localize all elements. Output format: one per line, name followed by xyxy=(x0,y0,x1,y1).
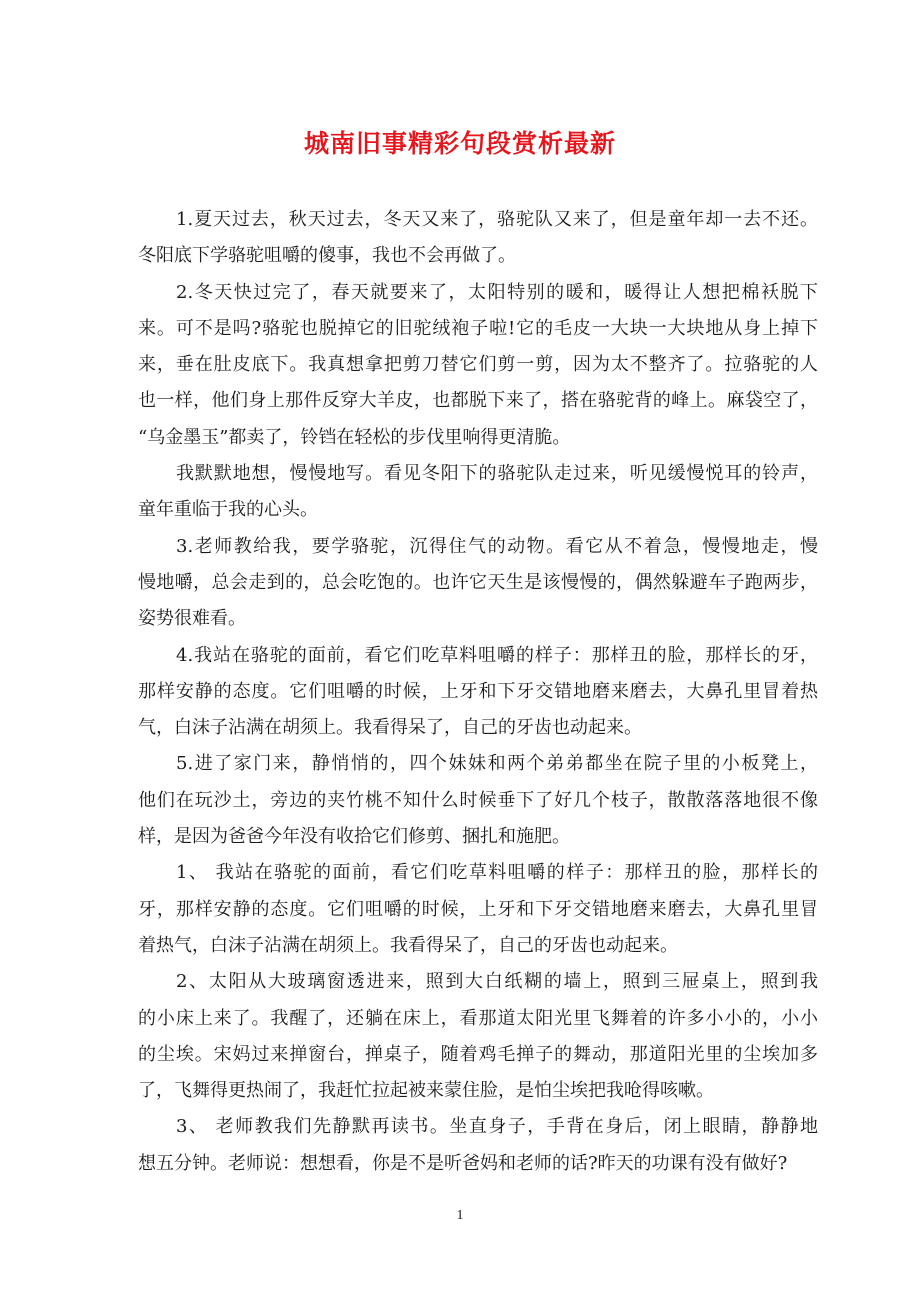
paragraph-line: 3.老师教给我，要学骆驼，沉得住气的动物。看它从不着急，慢慢地走，慢 xyxy=(176,535,818,557)
paragraph-line: 的小床上来了。我醒了，还躺在床上，看那道太阳光里飞舞着的许多小小的，小小 xyxy=(138,1007,818,1029)
document-body xyxy=(138,202,818,1182)
paragraph-line: 来，垂在肚皮底下。我真想拿把剪刀替它们剪一剪，因为太不整齐了。拉骆驼的人 xyxy=(138,354,818,376)
paragraph-line: 1.夏天过去，秋天过去，冬天又来了，骆驼队又来了，但是童年却一去不还。 xyxy=(176,209,818,230)
paragraph xyxy=(138,964,818,1109)
paragraph xyxy=(138,275,818,456)
paragraph-line: 牙，那样安静的态度。它们咀嚼的时候，上牙和下牙交错地磨来磨去，大鼻孔里冒 xyxy=(138,898,818,920)
paragraph-line: 冬阳底下学骆驼咀嚼的傻事，我也不会再做了。 xyxy=(138,245,516,267)
paragraph xyxy=(138,202,818,275)
paragraph-line: 想五分钟。老师说：想想看，你是不是听爸妈和老师的话?昨天的功课有没有做好? xyxy=(138,1152,788,1174)
paragraph-line: 了，飞舞得更热闹了，我赶忙拉起被来蒙住脸，是怕尘埃把我呛得咳嗽。 xyxy=(138,1080,714,1102)
paragraph-line: 样，是因为爸爸今年没有收拾它们修剪、捆扎和施肥。 xyxy=(138,826,570,848)
paragraph-line: 气，白沫子沾满在胡须上。我看得呆了，自己的牙齿也动起来。 xyxy=(138,717,642,739)
paragraph-line: 2.冬天快过完了，春天就要来了，太阳特别的暖和，暖得让人想把棉袄脱下 xyxy=(176,281,818,303)
paragraph-line: 5.进了家门来，静悄悄的，四个妹妹和两个弟弟都坐在院子里的小板凳上， xyxy=(176,753,818,775)
paragraph-line: 3、 老师教我们先静默再读书。坐直身子，手背在身后，闭上眼睛，静静地 xyxy=(176,1116,818,1138)
paragraph-line: 2、太阳从大玻璃窗透进来，照到大白纸糊的墙上，照到三屉桌上，照到我 xyxy=(176,971,818,993)
paragraph-line: “乌金墨玉”都卖了，铃铛在轻松的步伐里响得更清脆。 xyxy=(138,426,571,448)
paragraph-line: 着热气，白沫子沾满在胡须上。我看得呆了，自己的牙齿也动起来。 xyxy=(138,934,678,956)
paragraph xyxy=(138,1109,818,1182)
paragraph xyxy=(138,638,818,747)
document-title: 城南旧事精彩句段赏析最新 xyxy=(303,129,616,158)
paragraph-line: 那样安静的态度。它们咀嚼的时候，上牙和下牙交错地磨来磨去，大鼻孔里冒着热 xyxy=(138,680,818,702)
paragraph-line: 1、 我站在骆驼的面前，看它们吃草料咀嚼的样子：那样丑的脸，那样长的 xyxy=(176,862,818,884)
paragraph-line: 的尘埃。宋妈过来掸窗台，掸桌子，随着鸡毛掸子的舞动，那道阳光里的尘埃加多 xyxy=(138,1043,818,1065)
paragraph-line: 慢地嚼，总会走到的，总会吃饱的。也许它天生是该慢慢的，偶然躲避车子跑两步， xyxy=(138,571,818,593)
page-number: 1 xyxy=(456,1208,464,1223)
paragraph-line: 也一样，他们身上那件反穿大羊皮，也都脱下来了，搭在骆驼背的峰上。麻袋空了， xyxy=(138,390,818,412)
paragraph-line: 我默默地想，慢慢地写。看见冬阳下的骆驼队走过来，听见缓慢悦耳的铃声， xyxy=(176,463,818,485)
paragraph xyxy=(138,855,818,964)
paragraph xyxy=(138,456,818,529)
paragraph xyxy=(138,746,818,855)
paragraph-line: 姿势很难看。 xyxy=(138,608,246,630)
paragraph-line: 4.我站在骆驼的面前，看它们吃草料咀嚼的样子：那样丑的脸，那样长的牙， xyxy=(176,644,818,666)
paragraph-line: 他们在玩沙土，旁边的夹竹桃不知什么时候垂下了好几个枝子，散散落落地很不像 xyxy=(138,789,818,811)
paragraph xyxy=(138,529,818,638)
paragraph-line: 童年重临于我的心头。 xyxy=(138,499,318,521)
paragraph-line: 来。可不是吗?骆驼也脱掉它的旧驼绒袍子啦!它的毛皮一大块一大块地从身上掉下 xyxy=(138,317,818,339)
